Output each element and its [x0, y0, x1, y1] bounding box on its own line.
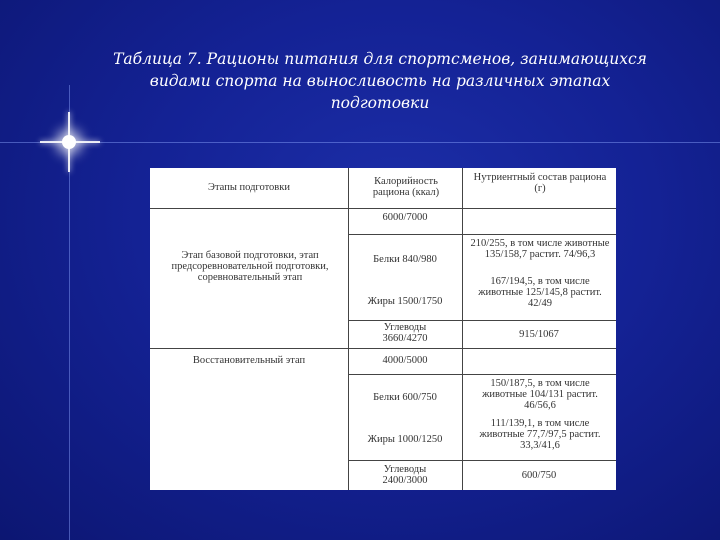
- recovery-carb-value: 600/750: [521, 470, 557, 481]
- stage-base: Этап базовой подготовки, этап предсоревновательной подготовки, соревновательный этап: [171, 250, 329, 283]
- title-line-3: подготовки: [330, 94, 430, 112]
- row-divider: [348, 374, 616, 375]
- base-carb-value: 915/1067: [519, 329, 559, 340]
- base-fat-value: 167/194,5, в том числе животные 125/145,8 растит. 42/49: [478, 276, 602, 309]
- recovery-fat-label: Жиры 1000/1250: [367, 434, 443, 445]
- base-protein-label: Белки 840/980: [373, 254, 437, 265]
- decor-horizontal-line: [0, 142, 720, 143]
- decor-star-glow: [62, 135, 76, 149]
- recovery-fat-value: 111/139,1, в том числе животные 77,7/97,5 растит. 33,3/41,6: [479, 418, 601, 451]
- title-line-1: Таблица 7. Рационы питания для спортсменов, занимающихся: [113, 50, 647, 68]
- row-divider: [348, 320, 616, 321]
- header-nutrients: Нутриентный состав рациона (г): [473, 172, 607, 194]
- recovery-carb-label: Углеводы 2400/3000: [382, 464, 428, 486]
- slide-title: [80, 48, 680, 114]
- row-divider: [348, 234, 616, 235]
- title-line-2: видами спорта на выносливость на различных этапах: [149, 72, 611, 90]
- row-divider: [348, 460, 616, 461]
- base-fat-label: Жиры 1500/1750: [367, 296, 443, 307]
- recovery-protein-label: Белки 600/750: [373, 392, 437, 403]
- row-divider: [150, 348, 616, 349]
- base-kcal: 6000/7000: [382, 212, 428, 223]
- stage-recovery: Восстановительный этап: [192, 355, 306, 366]
- recovery-protein-value: 150/187,5, в том числе животные 104/131 растит. 46/56,6: [482, 378, 598, 411]
- header-calories: Калорийность рациона (ккал): [372, 176, 440, 198]
- header-stage: Этапы подготовки: [208, 182, 290, 193]
- recovery-kcal: 4000/5000: [382, 355, 428, 366]
- base-carb-label: Углеводы 3660/4270: [382, 322, 428, 344]
- row-divider: [150, 208, 616, 209]
- base-protein-value: 210/255, в том числе животные 135/158,7 растит. 74/96,3: [470, 238, 610, 260]
- nutrition-table: [150, 168, 616, 490]
